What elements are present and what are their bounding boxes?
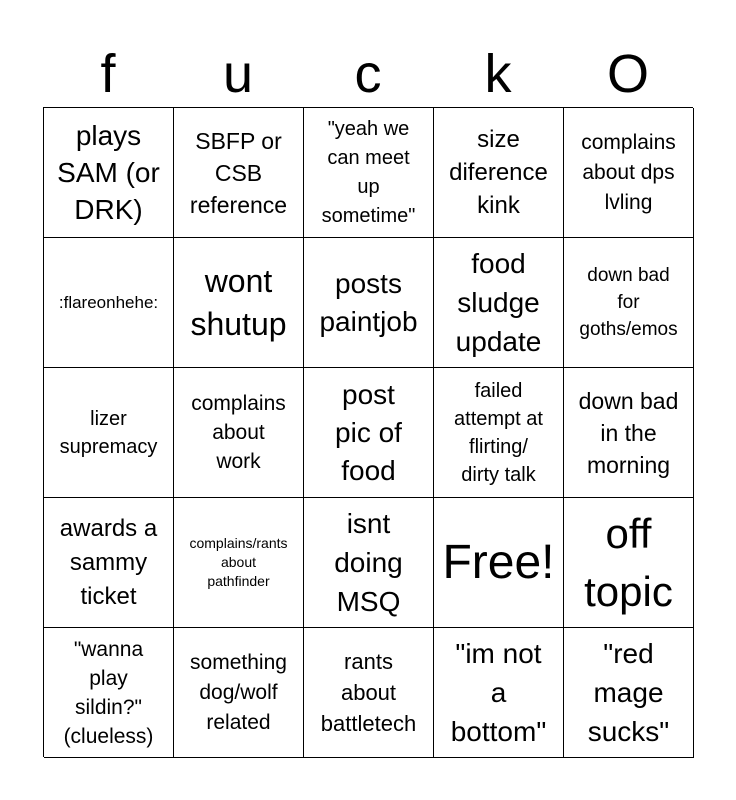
bingo-cell[interactable]: [44, 238, 174, 368]
cell-text: posts paintjob: [319, 267, 418, 337]
cell-text: awards a sammy ticket: [59, 514, 158, 610]
cell-text: post pic of food: [335, 378, 402, 486]
bingo-cell[interactable]: [564, 108, 694, 238]
bingo-cell[interactable]: [304, 368, 434, 498]
bingo-cell[interactable]: [44, 498, 174, 628]
bingo-cell[interactable]: [174, 238, 304, 368]
free-space-cell[interactable]: [434, 498, 564, 628]
cell-text: complains about dps lvling: [581, 130, 676, 214]
cell-text: complains about work: [191, 392, 286, 473]
bingo-cell[interactable]: [44, 368, 174, 498]
bingo-cell[interactable]: [434, 368, 564, 498]
bingo-cell[interactable]: [564, 368, 694, 498]
bingo-cell[interactable]: [434, 238, 564, 368]
cell-text: food sludge update: [455, 248, 542, 357]
free-space-text: Free!: [442, 535, 555, 589]
cell-text: rants about battletech: [320, 649, 417, 736]
bingo-cell[interactable]: [44, 628, 174, 758]
header-letter: O: [606, 44, 649, 104]
bingo-cell[interactable]: [44, 108, 174, 238]
cell-text: "im not a bottom": [450, 638, 547, 747]
bingo-cell[interactable]: [304, 628, 434, 758]
bingo-board: [43, 107, 693, 757]
bingo-cell[interactable]: [174, 628, 304, 758]
bingo-cell[interactable]: [304, 238, 434, 368]
header-letter: u: [222, 44, 254, 104]
cell-text: wont shutup: [190, 262, 287, 342]
cell-text: isnt doing MSQ: [334, 508, 403, 617]
cell-text: "red mage sucks": [587, 638, 670, 747]
bingo-cell[interactable]: [434, 628, 564, 758]
bingo-cell[interactable]: [304, 498, 434, 628]
cell-text: failed attempt at flirting/ dirty talk: [454, 379, 543, 486]
cell-text: size diference kink: [449, 126, 548, 219]
cell-text: complains/rants about pathfinder: [189, 535, 288, 589]
cell-text: plays SAM (or DRK): [57, 120, 160, 225]
bingo-cell[interactable]: [174, 108, 304, 238]
cell-text: :flareonhehe:: [58, 292, 159, 312]
cell-text: lizer supremacy: [59, 407, 158, 458]
cell-text: "wanna play sildin?" (clueless): [63, 637, 154, 748]
cell-text: off topic: [584, 509, 673, 615]
bingo-cell[interactable]: [304, 108, 434, 238]
cell-text: "yeah we can meet up sometime": [321, 117, 416, 227]
bingo-cell[interactable]: [564, 238, 694, 368]
bingo-cell[interactable]: [434, 108, 564, 238]
header-letter: f: [100, 44, 116, 104]
header-letter: c: [354, 44, 382, 104]
header-letter: k: [484, 44, 512, 104]
bingo-cell[interactable]: [174, 498, 304, 628]
cell-text: something dog/wolf related: [190, 650, 287, 734]
cell-text: down bad for goths/emos: [579, 265, 678, 340]
cell-text: down bad in the morning: [578, 387, 679, 478]
bingo-cell[interactable]: [174, 368, 304, 498]
bingo-header: [43, 40, 693, 108]
cell-text: SBFP or CSB reference: [189, 127, 288, 218]
bingo-cell[interactable]: [564, 498, 694, 628]
bingo-cell[interactable]: [564, 628, 694, 758]
